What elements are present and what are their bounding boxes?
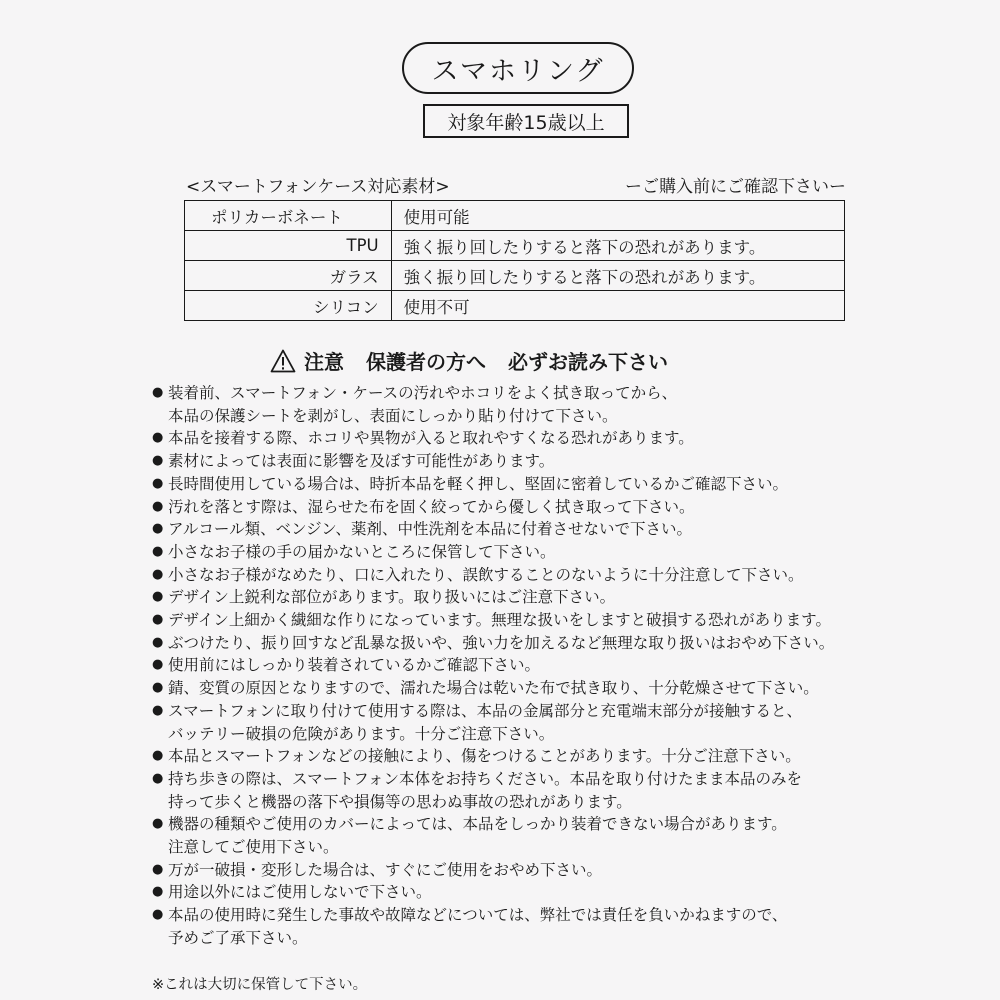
list-item-text: [168, 677, 819, 700]
list-item: [152, 904, 892, 949]
list-item: [152, 450, 892, 473]
bullet-icon: ●: [152, 770, 164, 786]
list-item-line: 使用前にはしっかり装着されているかご確認下さい。: [168, 656, 541, 675]
list-item: [152, 632, 892, 655]
list-item: [152, 473, 892, 496]
list-item-line: 機器の種類やご使用のカバーによっては、本品をしっかり装着できない場合があります。: [168, 815, 787, 834]
list-item: [152, 677, 892, 700]
list-item-line: 素材によっては表面に影響を及ぼす可能性があります。: [168, 452, 555, 471]
bullet-icon: ●: [152, 385, 164, 400]
list-item-text: [168, 609, 831, 632]
list-item: [152, 654, 892, 677]
list-item-line: ぶつけたり、振り回すなど乱暴な扱いや、強い力を加えるなど無理な取り扱いはおやめ下さい。: [168, 633, 835, 652]
list-item-line: デザイン上鋭利な部位があります。取り扱いにはご注意下さい。: [168, 588, 616, 607]
list-item-text: [168, 427, 694, 450]
list-item-line: バッテリー破損の危険があります。十分ご注意下さい。: [168, 724, 555, 743]
table-row: [185, 201, 845, 231]
list-item-line: デザイン上細かく繊細な作りになっています。無理な扱いをしますと破損する恐れがあります。: [168, 611, 831, 630]
product-title: スマホリング: [402, 42, 634, 94]
bullet-icon: ●: [152, 521, 164, 537]
list-item-text: [168, 382, 677, 427]
list-item: [152, 609, 892, 632]
list-item-text: [168, 813, 787, 858]
bullet-icon: ●: [152, 589, 164, 605]
list-item-line: 持って歩くと機器の落下や損傷等の思わぬ事故の恐れがあります。: [168, 792, 632, 811]
table-row: [185, 291, 845, 321]
list-item: [152, 745, 892, 768]
bullet-icon: ●: [152, 498, 164, 514]
list-item-text: [168, 881, 432, 904]
material-name: TPU: [185, 231, 392, 261]
list-item-line: 本品の保護シートを剥がし、表面にしっかり貼り付けて下さい。: [168, 406, 618, 425]
list-item: [152, 859, 892, 882]
list-item-line: アルコール類、ベンジン、薬剤、中性洗剤を本品に付着させないで下さい。: [168, 520, 693, 539]
list-item-text: [168, 473, 788, 496]
list-item-line: 注意してご使用下さい。: [168, 838, 339, 857]
list-item: [152, 427, 892, 450]
material-usage: 強く振り回したりすると落下の恐れがあります。: [391, 261, 844, 291]
list-item-line: 本品を接着する際、ホコリや異物が入ると取れやすくなる恐れがあります。: [168, 429, 694, 448]
list-item: [152, 813, 892, 858]
list-item-line: 錆、変質の原因となりますので、濡れた場合は乾いた布で拭き取り、十分乾燥させて下さい。: [168, 679, 819, 698]
list-item-text: [168, 654, 540, 677]
list-item-text: [168, 541, 556, 564]
materials-heading: [186, 172, 846, 197]
list-item-line: 万が一破損・変形した場合は、すぐにご使用をおやめ下さい。: [168, 860, 603, 879]
bullet-icon: ●: [152, 884, 164, 900]
bullet-icon: ●: [152, 566, 164, 582]
table-row: [185, 261, 845, 291]
list-item-line: 持ち歩きの際は、スマートフォン本体をお持ちください。本品を取り付けたまま本品のみを: [168, 769, 802, 788]
caution-list: [152, 382, 892, 950]
warning-triangle-icon: [270, 349, 296, 373]
bullet-icon: ●: [152, 680, 164, 696]
list-item-line: 小さなお子様の手の届かないところに保管して下さい。: [168, 542, 556, 561]
list-item-text: [168, 518, 692, 541]
material-usage: 使用可能: [391, 201, 844, 231]
target-age-label: 対象年齢15歳以上: [423, 104, 629, 138]
bullet-icon: ●: [152, 430, 164, 446]
list-item-line: 長時間使用している場合は、時折本品を軽く押し、堅固に密着しているかご確認下さい。: [168, 474, 789, 493]
bullet-icon: ●: [152, 861, 164, 877]
list-item-line: 汚れを落とす際は、湿らせた布を固く絞ってから優しく拭き取って下さい。: [168, 497, 695, 516]
materials-table: [184, 200, 845, 321]
storage-footnote: ※これは大切に保管して下さい。: [152, 977, 368, 993]
list-item-line: 予めご了承下さい。: [168, 928, 308, 947]
bullet-icon: ●: [152, 702, 164, 718]
list-item-text: [168, 632, 834, 655]
material-name: シリコン: [185, 291, 392, 321]
list-item-text: [168, 586, 615, 609]
bullet-icon: ●: [152, 543, 164, 559]
list-item-text: [168, 564, 804, 587]
bullet-icon: ●: [152, 816, 164, 832]
list-item-text: [168, 496, 695, 519]
bullet-icon: ●: [152, 634, 164, 650]
list-item-text: [168, 859, 602, 882]
list-item: [152, 768, 892, 813]
list-item: [152, 496, 892, 519]
table-row: [185, 231, 845, 261]
list-item-text: [168, 450, 554, 473]
warning-instruction: 必ずお読み下さい: [508, 350, 668, 374]
list-item: [152, 564, 892, 587]
material-name: ポリカーボネート: [185, 201, 392, 231]
warning-heading: [270, 346, 668, 375]
list-item: [152, 700, 892, 745]
list-item-line: 用途以外にはご使用しないで下さい。: [168, 883, 432, 902]
material-usage: 強く振り回したりすると落下の恐れがあります。: [391, 231, 844, 261]
material-name: ガラス: [185, 261, 392, 291]
list-item: [152, 541, 892, 564]
list-item-text: [168, 904, 787, 949]
bullet-icon: ●: [152, 453, 164, 469]
list-item-text: [168, 700, 802, 745]
list-item: [152, 382, 892, 427]
warning-audience: 保護者の方へ: [366, 350, 486, 374]
bullet-icon: ●: [152, 657, 164, 673]
list-item: [152, 518, 892, 541]
list-item-text: [168, 768, 802, 813]
materials-heading-title: <スマートフォンケース対応素材>: [186, 177, 450, 197]
list-item: [152, 881, 892, 904]
materials-heading-note: ーご購入前にご確認下さいー: [625, 177, 846, 197]
bullet-icon: ●: [152, 612, 164, 628]
list-item-line: スマートフォンに取り付けて使用する際は、本品の金属部分と充電端末部分が接触すると、: [168, 701, 802, 720]
list-item-line: 小さなお子様がなめたり、口に入れたり、誤飲することのないように十分注意して下さい。: [168, 565, 804, 584]
bullet-icon: ●: [152, 907, 164, 923]
bullet-icon: ●: [152, 475, 164, 491]
warning-label: 注意: [304, 350, 344, 374]
material-usage: 使用不可: [391, 291, 844, 321]
list-item-text: [168, 745, 801, 768]
bullet-icon: ●: [152, 748, 164, 764]
list-item: [152, 586, 892, 609]
list-item-line: 本品の使用時に発生した事故や故障などについては、弊社では責任を負いかねますので、: [168, 906, 788, 925]
list-item-line: 本品とスマートフォンなどの接触により、傷をつけることがあります。十分ご注意下さい。: [168, 747, 801, 766]
list-item-line: 装着前、スマートフォン・ケースの汚れやホコリをよく拭き取ってから、: [168, 384, 678, 402]
